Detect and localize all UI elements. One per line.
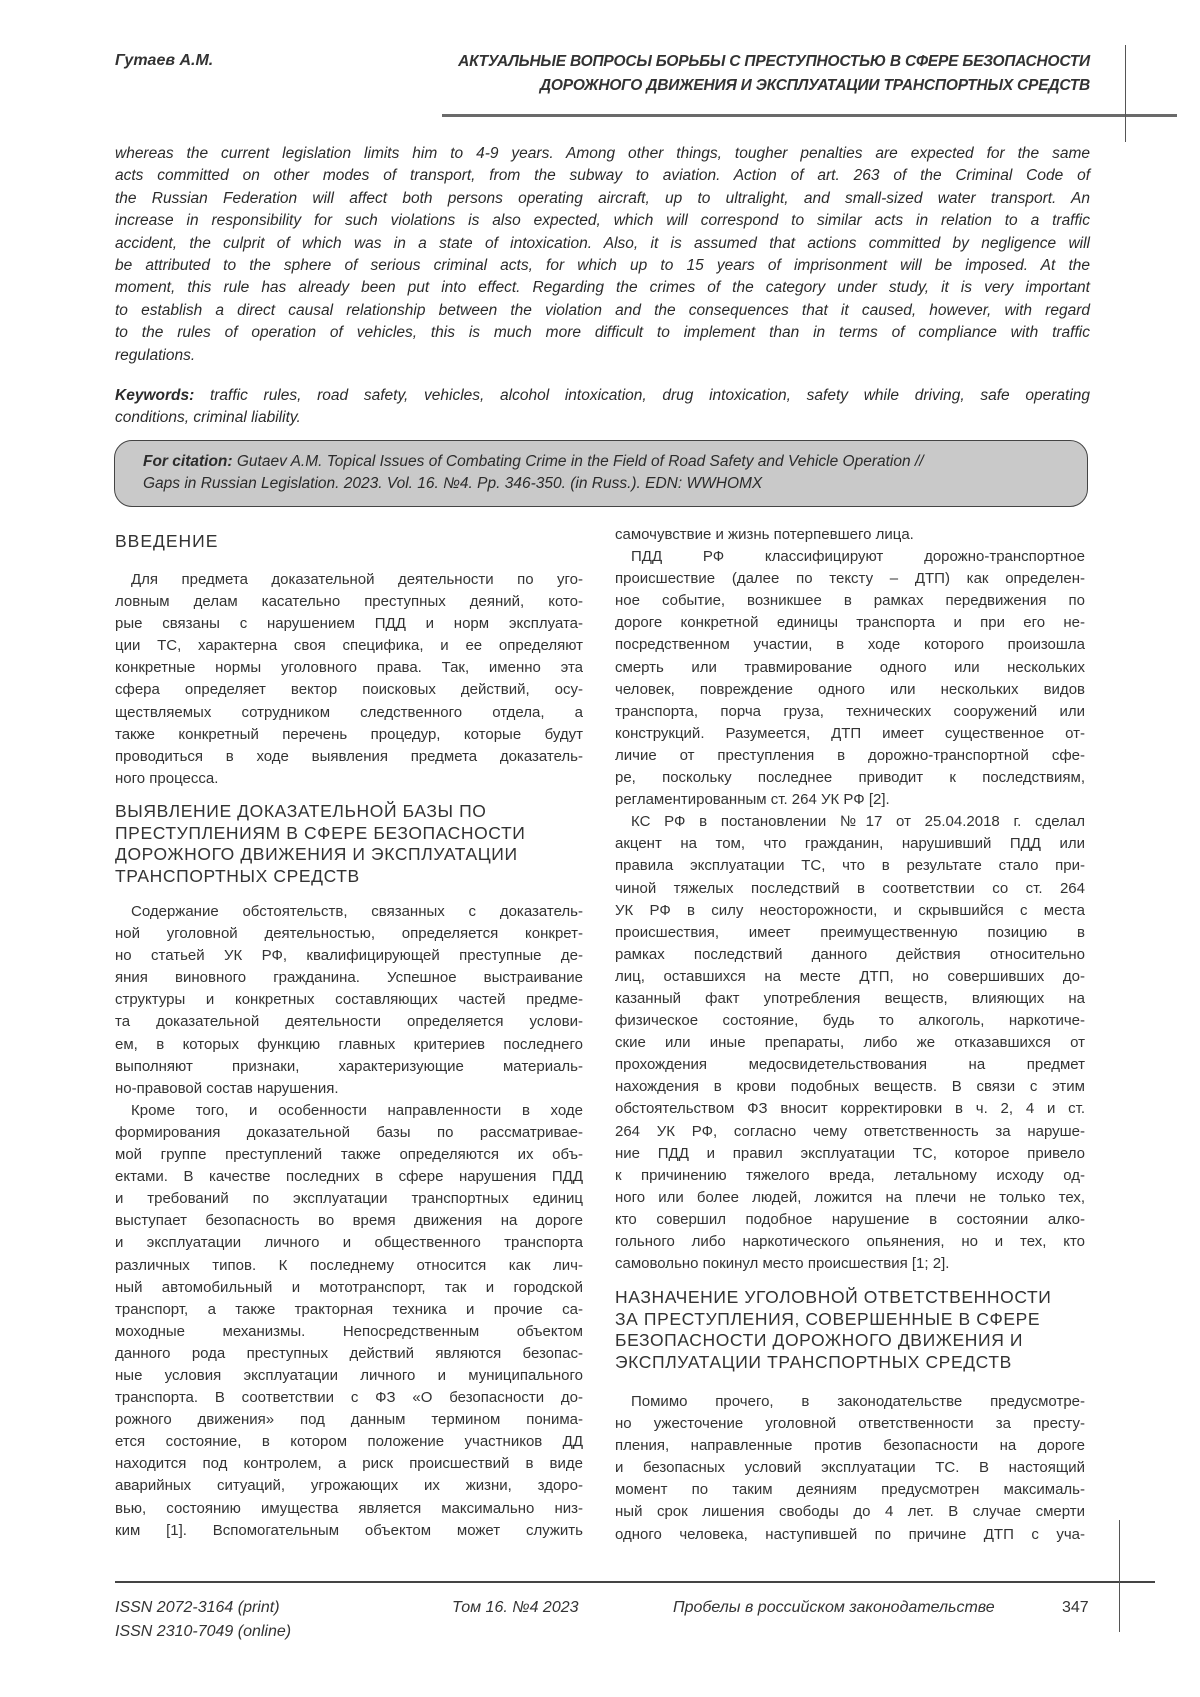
text-line: физическое состояние, будь то алкоголь, наркотиче- <box>615 1010 1085 1032</box>
text-line: но статьей УК РФ, квалифицирующей преступные де- <box>115 945 583 967</box>
abstract <box>115 143 1090 367</box>
issn-online: ISSN 2310-7049 (online) <box>115 1620 291 1644</box>
text-line: ется состояние, в котором положение участников ДД <box>115 1431 583 1453</box>
citation-text <box>143 451 924 495</box>
text-line: increase in responsibility for such violations is also expected, which will correspond to similar acts in relation to a traffic <box>115 210 1090 232</box>
text-line: конструкций. Разумеется, ДТП имеет существенное от- <box>615 723 1085 745</box>
text-line: рожного движения» под данным термином понима- <box>115 1409 583 1431</box>
text-line: лиц, оставшихся на месте ДТП, но совершивших до- <box>615 966 1085 988</box>
text-line: выполняют признаки, характеризующие материаль- <box>115 1056 583 1078</box>
liability-section-text <box>615 1391 1085 1546</box>
text-line: КС РФ в постановлении №17 от 25.04.2018 г. сделал <box>615 811 1085 833</box>
text-line: ного процесса. <box>115 768 583 790</box>
text-line: транспорта. В соответствии с ФЗ «О безопасности до- <box>115 1387 583 1409</box>
text-line: но ужесточение уголовной ответственности за престу- <box>615 1413 1085 1435</box>
text-line: данного рода преступных действий являются безопас- <box>115 1343 583 1365</box>
text-line: также конкретный перечень процедур, которые будут <box>115 724 583 746</box>
text-line: вью, состоянию имущества является максимально низ- <box>115 1498 583 1520</box>
footer-vertical-rule <box>1119 1520 1120 1632</box>
text-line: казанный факт употребления веществ, влияющих на <box>615 988 1085 1010</box>
text-line: прохождения медосвидетельствования на предмет <box>615 1054 1085 1076</box>
text-line: та доказательной деятельности определяется услови- <box>115 1011 583 1033</box>
heading-line: БЕЗОПАСНОСТИ ДОРОЖНОГО ДВИЖЕНИЯ И <box>615 1330 1085 1352</box>
keywords-text: traffic rules, road safety, vehicles, alcohol intoxication, drug intoxication, safety while driving, safe operating <box>194 387 1090 404</box>
text-line: кто совершил подобное нарушение в состоянии алко- <box>615 1209 1085 1231</box>
text-line: самовольно покинул место происшествия [1; 2]. <box>615 1253 1085 1275</box>
text-line: выступает безопасность во время движения на дороге <box>115 1210 583 1232</box>
heading-line: ПРЕСТУПЛЕНИЯМ В СФЕРЕ БЕЗОПАСНОСТИ <box>115 823 583 845</box>
footer-journal-title: Пробелы в российском законодательстве <box>673 1596 995 1620</box>
text-line: ществляемых сотрудником следственного отдела, а <box>115 702 583 724</box>
text-line: Для предмета доказательной деятельности по уго- <box>115 569 583 591</box>
text-line: Кроме того, и особенности направленности в ходе <box>115 1100 583 1122</box>
text-line: гольного либо наркотического опьянения, но и тех, кто <box>615 1231 1085 1253</box>
text-line: be attributed to the sphere of serious criminal acts, for which up to 15 years of imprisonment will be imposed. At the <box>115 255 1090 277</box>
running-head-title-line: АКТУАЛЬНЫЕ ВОПРОСЫ БОРЬБЫ С ПРЕСТУПНОСТЬЮ В СФЕРЕ БЕЗОПАСНОСТИ <box>458 50 1090 74</box>
text-line: accident, the culprit of which was in a state of intoxication. Also, it is assumed that actions committed by negligence will <box>115 233 1090 255</box>
text-line: to the rules of operation of vehicles, this is much more difficult to implement than in terms of compliance with traffic <box>115 322 1090 344</box>
text-line: ем, в которых функцию главных критериев последнего <box>115 1034 583 1056</box>
text-line: сфера определяет вектор поисковых действий, осу- <box>115 679 583 701</box>
text-line: но-правовой состав нарушения. <box>115 1078 583 1100</box>
running-head-title-line: ДОРОЖНОГО ДВИЖЕНИЯ И ЭКСПЛУАТАЦИИ ТРАНСПОРТНЫХ СРЕДСТВ <box>458 74 1090 98</box>
text-line: to establish a direct causal relationship between the violation and the consequences that it caused, however, with regard <box>115 300 1090 322</box>
text-line: аварийных ситуаций, угрожающих их жизни, здоро- <box>115 1475 583 1497</box>
header-rule <box>442 114 1177 117</box>
text-line: ный автомобильный и мототранспорт, так и городской <box>115 1277 583 1299</box>
text-line: правила эксплуатации ТС, что в результате стало при- <box>615 855 1085 877</box>
text-line: дороге конкретной единицы транспорта и при его не- <box>615 612 1085 634</box>
running-head-author: Гутаев А.М. <box>115 52 213 70</box>
text-line: ный срок лишения свободы до 4 лет. В случае смерти <box>615 1501 1085 1523</box>
text-line: 264 УК РФ, согласно чему ответственность за наруше- <box>615 1121 1085 1143</box>
text-line: посредственном участии, в ходе которого произошла <box>615 634 1085 656</box>
heading-line: ТРАНСПОРТНЫХ СРЕДСТВ <box>115 866 583 888</box>
text-line: ного или более людей, ложится на плечи не только тех, <box>615 1187 1085 1209</box>
text-line: яния виновного гражданина. Успешное выстраивание <box>115 967 583 989</box>
text-line: ре, поскольку последнее приводит к последствиям, <box>615 767 1085 789</box>
keywords-line: conditions, criminal liability. <box>115 407 1090 429</box>
text-line: УК РФ в силу неосторожности, и скрывшийся с места <box>615 900 1085 922</box>
heading-line: ВЫЯВЛЕНИЕ ДОКАЗАТЕЛЬНОЙ БАЗЫ ПО <box>115 801 583 823</box>
text-line: ПДД РФ классифицируют дорожно-транспортное <box>615 546 1085 568</box>
text-line: самочувствие и жизнь потерпевшего лица. <box>615 524 1085 546</box>
section-heading-intro: ВВЕДЕНИЕ <box>115 531 583 552</box>
text-line: и безопасных условий эксплуатации ТС. В настоящий <box>615 1457 1085 1479</box>
footer-issn <box>115 1596 291 1644</box>
text-line: моходные механизмы. Непосредственным объектом <box>115 1321 583 1343</box>
text-line: происшествия, имеет преимущественную позицию в <box>615 922 1085 944</box>
text-line: moment, this rule has already been put into effect. Regarding the crimes of the category under study, it is very important <box>115 277 1090 299</box>
citation-line: Gaps in Russian Legislation. 2023. Vol. 16. №4. Pp. 346-350. (in Russ.). EDN: WWHOMX <box>143 473 924 495</box>
text-line: и эксплуатации личного и общественного транспорта <box>115 1232 583 1254</box>
text-line: whereas the current legislation limits him to 4-9 years. Among other things, tougher penalties are expected for the same <box>115 143 1090 165</box>
text-line: человек, повреждение одного или нескольких видов <box>615 679 1085 701</box>
issn-print: ISSN 2072-3164 (print) <box>115 1596 291 1620</box>
text-line: конкретные нормы уголовного права. Так, именно эта <box>115 657 583 679</box>
text-line: пления, направленные против безопасности на дороге <box>615 1435 1085 1457</box>
text-line: и требований по эксплуатации транспортных единиц <box>115 1188 583 1210</box>
running-head-title <box>458 50 1090 98</box>
keywords-line <box>115 385 1090 407</box>
keywords <box>115 385 1090 430</box>
keywords-label: Keywords: <box>115 387 194 404</box>
text-line: транспорта, порча груза, технических сооружений или <box>615 701 1085 723</box>
text-line: acts committed on other modes of transport, from the subway to aviation. Action of art. 263 of the Criminal Code of <box>115 165 1090 187</box>
section-heading-liability <box>615 1287 1085 1374</box>
text-line: the Russian Federation will affect both persons operating aircraft, up to ultralight, and small-sized water transport. An <box>115 188 1090 210</box>
text-line: ные условия эксплуатации личного и муниципального <box>115 1365 583 1387</box>
text-line: транспорт, а также тракторная техника и прочие са- <box>115 1299 583 1321</box>
text-line: момент по таким деяниям предусмотрен максималь- <box>615 1479 1085 1501</box>
text-line: ловным делам касательно преступных деяний, кото- <box>115 591 583 613</box>
page-number: 347 <box>1062 1596 1089 1620</box>
text-line: ной уголовной деятельностью, определяется конкрет- <box>115 923 583 945</box>
text-line: regulations. <box>115 345 1090 367</box>
text-line: рые связаны с нарушением ПДД и норм эксплуата- <box>115 613 583 635</box>
text-line: нахождения в крови подобных веществ. В связи с этим <box>615 1076 1085 1098</box>
text-line: структуры и конкретных составляющих частей предме- <box>115 989 583 1011</box>
text-line: ектами. В качестве последних в сфере нарушения ПДД <box>115 1166 583 1188</box>
heading-line: НАЗНАЧЕНИЕ УГОЛОВНОЙ ОТВЕТСТВЕННОСТИ <box>615 1287 1085 1309</box>
citation-box <box>114 440 1088 507</box>
heading-line: ЗА ПРЕСТУПЛЕНИЯ, СОВЕРШЕННЫЕ В СФЕРЕ <box>615 1309 1085 1331</box>
text-line: смерть или травмирование одного или нескольких <box>615 657 1085 679</box>
text-line: ции ТС, характерна своя специфика, и ее определяют <box>115 635 583 657</box>
text-line: к причинению тяжелого вреда, летальному исходу од- <box>615 1165 1085 1187</box>
text-line: мой группе преступлений также определяются их объ- <box>115 1144 583 1166</box>
right-column-text <box>615 524 1085 1275</box>
header-vertical-rule <box>1125 45 1126 142</box>
footer-issue: Том 16. №4 2023 <box>452 1596 579 1620</box>
text-line: различных типов. К последнему относится как лич- <box>115 1255 583 1277</box>
text-line: чиной тяжелых последствий в соответствии со ст. 264 <box>615 878 1085 900</box>
text-line: находится под контролем, а риск происшествий в виде <box>115 1453 583 1475</box>
text-line: регламентированным ст. 264 УК РФ [2]. <box>615 789 1085 811</box>
text-line: рамках последствий данного действия относительно <box>615 944 1085 966</box>
text-line: проводиться в ходе выявления предмета доказатель- <box>115 746 583 768</box>
text-line: обстоятельством ФЗ вносит корректировки в ч. 2, 4 и ст. <box>615 1098 1085 1120</box>
text-line: формирования доказательной базы по рассматривае- <box>115 1122 583 1144</box>
intro-text <box>115 569 583 790</box>
footer-rule <box>115 1581 1155 1583</box>
text-line: личие от преступления в дорожно-транспортной сфе- <box>615 745 1085 767</box>
text-line: ние ПДД и правил эксплуатации ТС, которое привело <box>615 1143 1085 1165</box>
heading-line: ЭКСПЛУАТАЦИИ ТРАНСПОРТНЫХ СРЕДСТВ <box>615 1352 1085 1374</box>
section-heading-evidence <box>115 801 583 888</box>
text-line: Помимо прочего, в законодательстве предусмотре- <box>615 1391 1085 1413</box>
citation-line: Gutaev A.M. Topical Issues of Combating Crime in the Field of Road Safety and Vehicle Operation // <box>233 453 924 470</box>
text-line: одного человека, наступившей по причине ДТП с уча- <box>615 1524 1085 1546</box>
text-line: происшествие (далее по тексту – ДТП) как определен- <box>615 568 1085 590</box>
text-line: акцент на том, что гражданин, нарушивший ПДД или <box>615 833 1085 855</box>
text-line: ное событие, возникшее в рамках передвижения по <box>615 590 1085 612</box>
heading-line: ДОРОЖНОГО ДВИЖЕНИЯ И ЭКСПЛУАТАЦИИ <box>115 844 583 866</box>
text-line: ким [1]. Вспомогательным объектом может служить <box>115 1520 583 1542</box>
evidence-section-text <box>115 901 583 1542</box>
text-line: ские или иные препараты, либо же отказавшихся от <box>615 1032 1085 1054</box>
text-line: Содержание обстоятельств, связанных с доказатель- <box>115 901 583 923</box>
citation-label: For citation: <box>143 453 233 470</box>
